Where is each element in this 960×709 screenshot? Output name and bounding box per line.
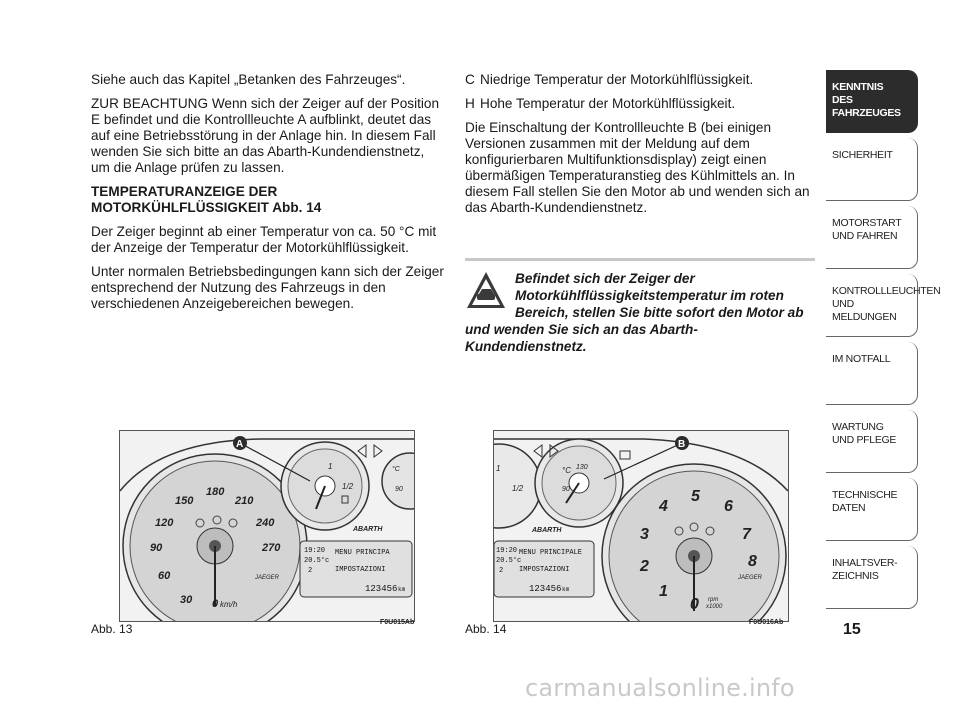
tab-sicherheit[interactable]: SICHERHEIT [826, 138, 918, 201]
tab-kontrollleuchten-und-meldungen[interactable]: KONTROLLLEUCHTEN UND MELDUNGEN [826, 274, 918, 337]
speed-unit: km/h [220, 600, 238, 609]
paragraph-warning-light-b: Die Einschaltung der Kontrollleuchte B (bei einigen Versionen zusammen mit der Meldung auf dem konfigurierbaren Multifunktionsdisplay) zeigt einen übermäßigen Temperaturanstieg des Kühlmittels an. In diesem Fall stellen Sie den Motor ab und wenden sich an das Abarth-Kundendienstnetz. [465, 120, 810, 215]
lcd-time: 19:20 [496, 547, 518, 555]
figure-13-speedometer [119, 430, 415, 622]
paragraph-coolant-start: Der Zeiger beginnt ab einer Temperatur von ca. 50 °C mit der Anzeige der Temperatur der Motorkühlflüssigkeit. [91, 224, 437, 255]
lcd-odometer-unit: km [562, 586, 570, 593]
legend-item-h [465, 96, 817, 112]
paragraph-fuel-warning: ZUR BEACHTUNG Wenn sich der Zeiger auf der Position E befindet und die Kontrollleuchte A aufblinkt, deutet das auf eine Betriebsstörung in der Anlage hin. In diesem Fall wenden Sie sich bitte an das Abarth-Kundendienstnetz, um die Anlage prüfen zu lassen. [91, 96, 440, 175]
brand-logo: ABARTH [532, 527, 562, 534]
speedo-tick-240: 240 [256, 517, 275, 529]
figure-14-illustration [494, 431, 788, 621]
tacho-tick-5: 5 [691, 488, 700, 505]
marker-b-label: B [678, 439, 686, 450]
right-column [465, 72, 817, 224]
tab-kenntnis-des-fahrzeuges[interactable]: KENNTNIS DES FAHRZEUGES [826, 70, 918, 133]
marker-a-label: A [236, 439, 244, 450]
lcd-menu-2: IMPOSTAZIONI [519, 566, 570, 574]
figure-14-tachometer [493, 430, 789, 622]
temp-unit: °C [392, 466, 400, 473]
tab-motorstart-und-fahren[interactable]: MOTORSTART UND FAHREN [826, 206, 918, 269]
lcd-odometer-unit: km [398, 586, 406, 593]
maker-label: JAEGER [738, 575, 763, 581]
chapter-sidebar [826, 70, 941, 614]
tacho-tick-7: 7 [742, 526, 751, 543]
legend-text: Niedrige Temperatur der Motorkühlflüssigkeit. [480, 72, 754, 87]
speedo-tick-150: 150 [175, 495, 194, 507]
lcd-odometer: 123456 [529, 584, 562, 594]
lcd-odometer: 123456 [365, 584, 398, 594]
paragraph-fuel-chapter-ref: Siehe auch das Kapitel „Betanken des Fahrzeuges“. [91, 72, 406, 87]
legend-key: C [465, 72, 475, 87]
temp-tick-90: 90 [395, 486, 403, 493]
speedo-tick-270: 270 [262, 542, 281, 554]
legend-key: H [465, 96, 475, 111]
warning-box [465, 270, 817, 355]
page-number: 15 [843, 621, 861, 638]
tacho-tick-2: 2 [640, 558, 649, 575]
warning-text: Befindet sich der Zeiger der Motorkühlflüssigkeitstemperatur im roten Bereich, stellen Sie bitte sofort den Motor ab und wenden Sie sich an das Abarth-Kundendienstnetz. [465, 271, 804, 354]
speedo-tick-30: 30 [180, 594, 193, 606]
tacho-tick-4: 4 [659, 498, 668, 515]
maker-label: JAEGER [255, 575, 280, 581]
brand-logo: ABARTH [353, 526, 383, 533]
speedo-tick-60: 60 [158, 570, 171, 582]
figure-14-code: F0U016Ab [749, 619, 784, 626]
legend-item-c [465, 72, 817, 88]
figure-13-code: F0U015Ab [380, 619, 415, 626]
left-column [91, 72, 446, 320]
tacho-tick-0: 0 [690, 596, 699, 613]
lcd-temp: 20.5°c [304, 557, 330, 565]
figure-13-illustration [120, 431, 414, 621]
section-heading-coolant-temp: TEMPERATURANZEIGE DER MOTORKÜHLFLÜSSIGKEIT Abb. 14 [91, 184, 322, 215]
paragraph-coolant-normal: Unter normalen Betriebsbedingungen kann sich der Zeiger entsprechend der Nutzung des Fahrzeugs in den verschiedenen Anzeigebereichen bewegen. [91, 264, 444, 311]
tacho-unit-x1000: x1000 [706, 604, 723, 610]
tacho-tick-6: 6 [724, 498, 733, 515]
fuel-tick-full: 1 [328, 462, 333, 471]
tab-im-notfall[interactable]: IM NOTFALL [826, 342, 918, 405]
speedo-tick-180: 180 [206, 486, 225, 498]
tab-wartung-und-pflege[interactable]: WARTUNG UND PFLEGE [826, 410, 918, 473]
temp-unit: °C [562, 466, 571, 475]
speedo-tick-120: 120 [155, 517, 174, 529]
lcd-menu-1: MENU PRINCIPALE [519, 549, 583, 557]
tacho-tick-8: 8 [748, 553, 757, 570]
tab-inhaltsverzeichnis[interactable]: INHALTSVER- ZEICHNIS [826, 546, 918, 609]
tab-technische-daten[interactable]: TECHNISCHE DATEN [826, 478, 918, 541]
tacho-unit-rpm: rpm [708, 597, 719, 603]
fuel-tick-half: 1/2 [342, 482, 354, 491]
watermark: carmanualsonline.info [525, 674, 795, 702]
lcd-menu-1: MENU PRINCIPA [335, 549, 390, 557]
tacho-tick-1: 1 [659, 583, 668, 600]
warning-triangle-icon [465, 270, 507, 310]
speedo-tick-0: 0 [212, 598, 219, 610]
fuel-tick-full: 1 [496, 464, 501, 473]
lcd-time: 19:20 [304, 547, 326, 555]
lcd-gear: 2 [308, 567, 313, 575]
lcd-menu-2: IMPOSTAZIONI [335, 566, 386, 574]
speedo-tick-90: 90 [150, 542, 163, 554]
divider [465, 258, 815, 261]
lcd-temp: 20.5°c [496, 557, 522, 565]
legend-text: Hohe Temperatur der Motorkühlflüssigkeit. [480, 96, 736, 111]
fuel-tick-half: 1/2 [512, 484, 524, 493]
lcd-gear: 2 [499, 567, 504, 575]
figure-13-caption: Abb. 13 [91, 622, 133, 636]
speedo-tick-210: 210 [235, 495, 254, 507]
temp-tick-90: 90 [562, 486, 570, 493]
tacho-tick-3: 3 [640, 526, 649, 543]
figure-14-caption: Abb. 14 [465, 622, 507, 636]
temp-tick-130: 130 [576, 464, 588, 471]
